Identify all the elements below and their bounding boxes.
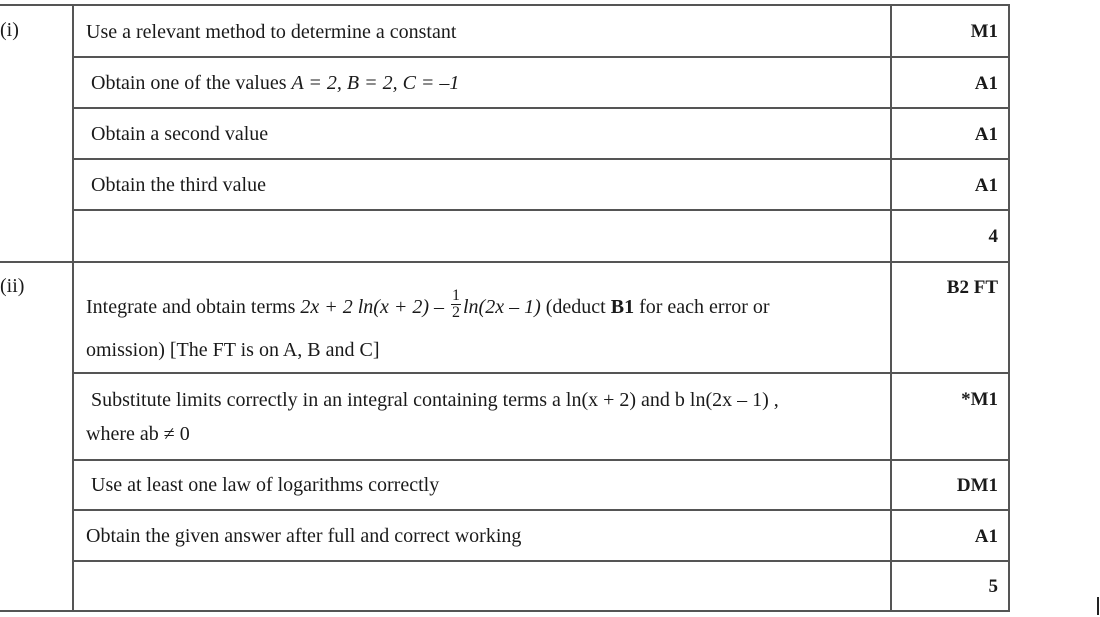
row-mark: A1 [974, 124, 998, 145]
description-text: Integrate and obtain terms [86, 296, 301, 319]
row-mark: M1 [970, 21, 998, 42]
row-description: Obtain a second value [91, 123, 269, 145]
row-divider [73, 509, 1010, 511]
row-divider [73, 107, 1010, 109]
row-description-line2: omission) [The FT is on A, B and C] [86, 339, 380, 361]
mark-column-divider [890, 4, 892, 612]
table-right-border [1008, 4, 1010, 612]
row-description: Substitute limits correctly in an integral containing terms a ln(x + 2) and b ln(2x – 1) , [91, 389, 779, 411]
row-mark: A1 [974, 175, 998, 196]
part-column-divider [72, 4, 74, 612]
row-description: Use at least one law of logarithms correctly [91, 474, 440, 496]
part-total-mark: 5 [988, 576, 998, 597]
row-divider [73, 56, 1010, 58]
row-description: Obtain the third value [91, 174, 266, 196]
math-values: A = 2, B = 2, C = –1 [291, 72, 460, 94]
row-description [91, 71, 459, 95]
row-mark: A1 [974, 526, 998, 547]
row-description: Obtain the given answer after full and correct working [86, 525, 522, 547]
text-cursor [1097, 597, 1099, 615]
row-description: Integrate and obtain terms 2x + 2 ln(x + 2) – $\frac{1}{2}$ ln(2x – 1) (deduct B1 for each error or [86, 287, 770, 321]
row-mark: A1 [974, 73, 998, 94]
fraction: $\frac{1}{2}$ [452, 287, 460, 321]
row-mark: *M1 [961, 389, 998, 410]
part-label-i: (i) [0, 19, 19, 41]
part-total-mark: 4 [988, 226, 998, 247]
row-divider [73, 158, 1010, 160]
row-divider [73, 209, 1010, 211]
description-text: Obtain one of the values [91, 72, 292, 94]
part-divider [0, 261, 1010, 263]
row-divider [73, 372, 1010, 374]
math-expression: 2x + 2 ln(x + 2) – [300, 296, 449, 319]
bold-mark-ref: B1 [610, 296, 635, 319]
row-divider [73, 560, 1010, 562]
row-description-line2: where ab ≠ 0 [86, 423, 190, 445]
math-expression: ln(2x – 1) [463, 296, 541, 319]
part-label-ii: (ii) [0, 275, 25, 297]
row-mark: B2 FT [946, 277, 998, 298]
table-top-border [0, 4, 1010, 6]
table-bottom-border [0, 610, 1010, 612]
row-divider [73, 459, 1010, 461]
row-mark: DM1 [956, 475, 998, 496]
row-description: Use a relevant method to determine a constant [86, 21, 457, 43]
